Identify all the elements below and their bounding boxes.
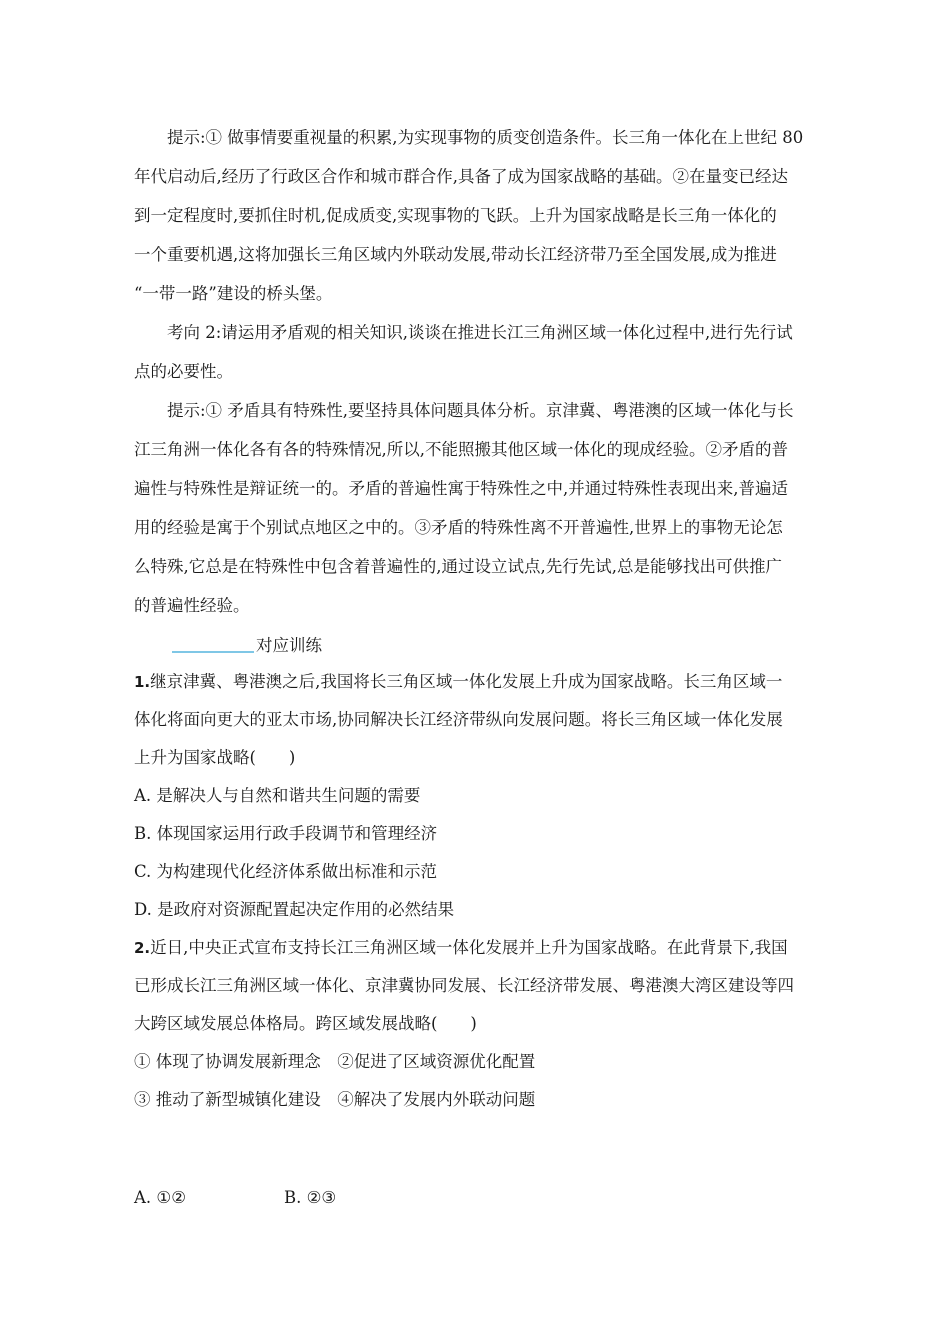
hint-paragraph-1 [134,118,814,313]
option-c[interactable]: C. 为构建现代化经济体系做出标准和示范 [134,862,438,881]
answer-option-b[interactable]: B. ②③ [284,1188,337,1207]
text-line: 到一定程度时,要抓住时机,促成质变,实现事物的飞跃。上升为国家战略是长三角一体化的 [134,206,777,225]
text-line: 点的必要性。 [134,362,233,381]
text-line: 上升为国家战略( ) [134,748,296,767]
option-a[interactable]: A. 是解决人与自然和谐共生问题的需要 [134,786,421,805]
hint-paragraph-2 [134,391,814,625]
statement-row-1: ① 体现了协调发展新理念 ②促进了区域资源优化配置 [134,1052,536,1071]
text-line: 继京津冀、粤港澳之后,我国将长三角区域一体化发展上升成为国家战略。长三角区域一 [150,672,783,691]
training-heading-label: 对应训练 [256,636,322,655]
text-line: 体化将面向更大的亚太市场,协同解决长江经济带纵向发展问题。将长三角区域一体化发展 [134,710,783,729]
document-page [134,118,814,1119]
question-direction-2 [134,313,814,391]
training-section-heading [134,625,814,663]
question-1 [134,663,814,777]
text-line: 年代启动后,经历了行政区合作和城市群合作,具备了成为国家战略的基础。②在量变已经达 [134,167,788,186]
text-line: 的普遍性经验。 [134,596,250,615]
text-line: 用的经验是寓于个别试点地区之中的。③矛盾的特殊性离不开普遍性,世界上的事物无论怎 [134,518,783,537]
option-d[interactable]: D. 是政府对资源配置起决定作用的必然结果 [134,900,455,919]
text-line: 提示:① 做事情要重视量的积累,为实现事物的质变创造条件。长三角一体化在上世纪 80 [167,128,804,147]
option-b[interactable]: B. 体现国家运用行政手段调节和管理经济 [134,824,438,843]
text-line: 提示:① 矛盾具有特殊性,要坚持具体问题具体分析。京津冀、粤港澳的区域一体化与长 [167,401,794,420]
question-2 [134,929,814,1043]
text-line: 么特殊,它总是在特殊性中包含着普遍性的,通过设立试点,先行先试,总是能够找出可供推广 [134,557,782,576]
text-line: 考向 2:请运用矛盾观的相关知识,谈谈在推进长江三角洲区域一体化过程中,进行先行试 [167,323,793,342]
text-line: 大跨区域发展总体格局。跨区域发展战略( ) [134,1014,477,1033]
text-line: 近日,中央正式宣布支持长江三角洲区域一体化发展并上升为国家战略。在此背景下,我国 [150,938,788,957]
question-number: 2. [134,939,151,957]
statement-row-2: ③ 推动了新型城镇化建设 ④解决了发展内外联动问题 [134,1090,536,1109]
text-line: 江三角洲一体化各有各的特殊情况,所以,不能照搬其他区域一体化的现成经验。②矛盾的普 [134,440,788,459]
text-line: “一带一路”建设的桥头堡。 [134,284,333,303]
accent-bar [172,636,254,653]
text-line: 一个重要机遇,这将加强长三角区域内外联动发展,带动长江经济带乃至全国发展,成为推进 [134,245,777,264]
text-line: 遍性与特殊性是辩证统一的。矛盾的普遍性寓于特殊性之中,并通过特殊性表现出来,普遍适 [134,479,788,498]
question-number: 1. [134,673,151,691]
answer-option-a[interactable]: A. ①② [134,1188,186,1207]
text-line: 已形成长江三角洲区域一体化、京津冀协同发展、长江经济带发展、粤港澳大湾区建设等四 [134,976,794,995]
